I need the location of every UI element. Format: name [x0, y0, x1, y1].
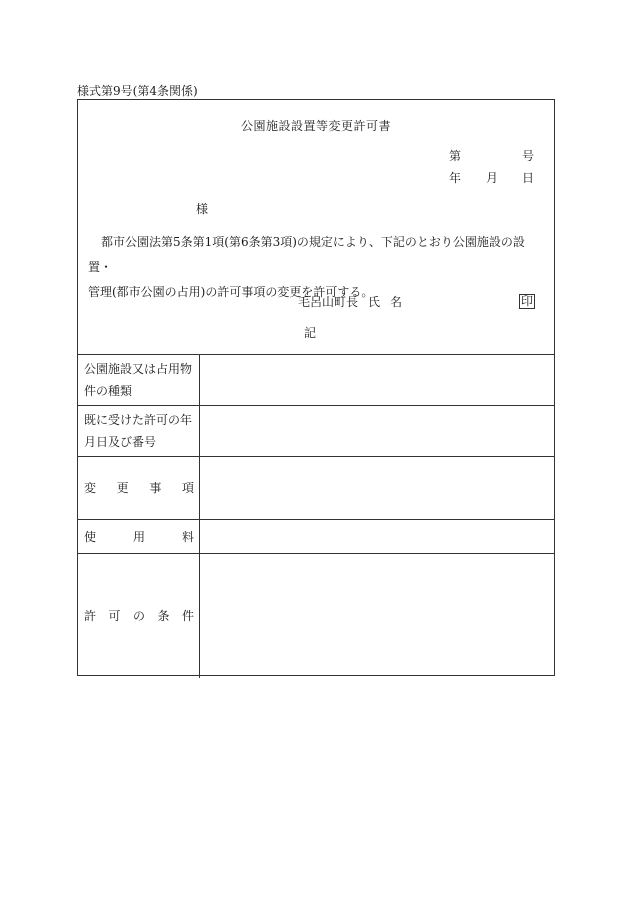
details-table: [78, 354, 554, 678]
row-value-changes[interactable]: [200, 457, 554, 520]
issuer-title: 毛呂山町長: [298, 295, 359, 309]
row-label-conditions: 許 可 の 条 件: [78, 554, 200, 678]
seal-mark-wrap: [519, 294, 535, 309]
body-text: [88, 230, 548, 305]
number-prefix: 第: [449, 149, 462, 163]
date-year: 年: [449, 171, 462, 185]
form-number: 様式第9号(第4条関係): [77, 84, 198, 98]
number-suffix: 号: [522, 149, 535, 163]
table-row: [78, 457, 554, 520]
row-value-conditions[interactable]: [200, 554, 554, 678]
permit-form-frame: [77, 99, 555, 676]
row-label-changes: 変 更 事 項: [78, 457, 200, 520]
row-label-facility-type: 公園施設又は占用物 件の種類: [78, 355, 200, 406]
document-title: 公園施設設置等変更許可書: [240, 119, 391, 133]
name-label-2: 名: [390, 295, 403, 309]
row-label-fee: 使 用 料: [78, 520, 200, 554]
row-value-prior-permit[interactable]: [200, 406, 554, 457]
row-label-prior-permit: 既に受けた許可の年 月日及び番号: [78, 406, 200, 457]
seal-mark: 印: [521, 294, 534, 308]
table-row: [78, 355, 554, 406]
name-label-1: 氏: [368, 295, 381, 309]
table-row: [78, 520, 554, 554]
body-line-2: 管理(都市公園の占用)の許可事項の変更を許可する。: [88, 285, 374, 299]
date-day: 日: [522, 171, 535, 185]
table-row: [78, 554, 554, 678]
body-line-1: 都市公園法第5条第1項(第6条第3項)の規定により、下記のとおり公園施設の設置・: [88, 235, 525, 274]
row-value-fee[interactable]: [200, 520, 554, 554]
row-value-facility-type[interactable]: [200, 355, 554, 406]
notation-ki: 記: [304, 326, 317, 340]
date-month: 月: [486, 171, 499, 185]
table-row: [78, 406, 554, 457]
addressee-honorific: 様: [196, 202, 209, 216]
